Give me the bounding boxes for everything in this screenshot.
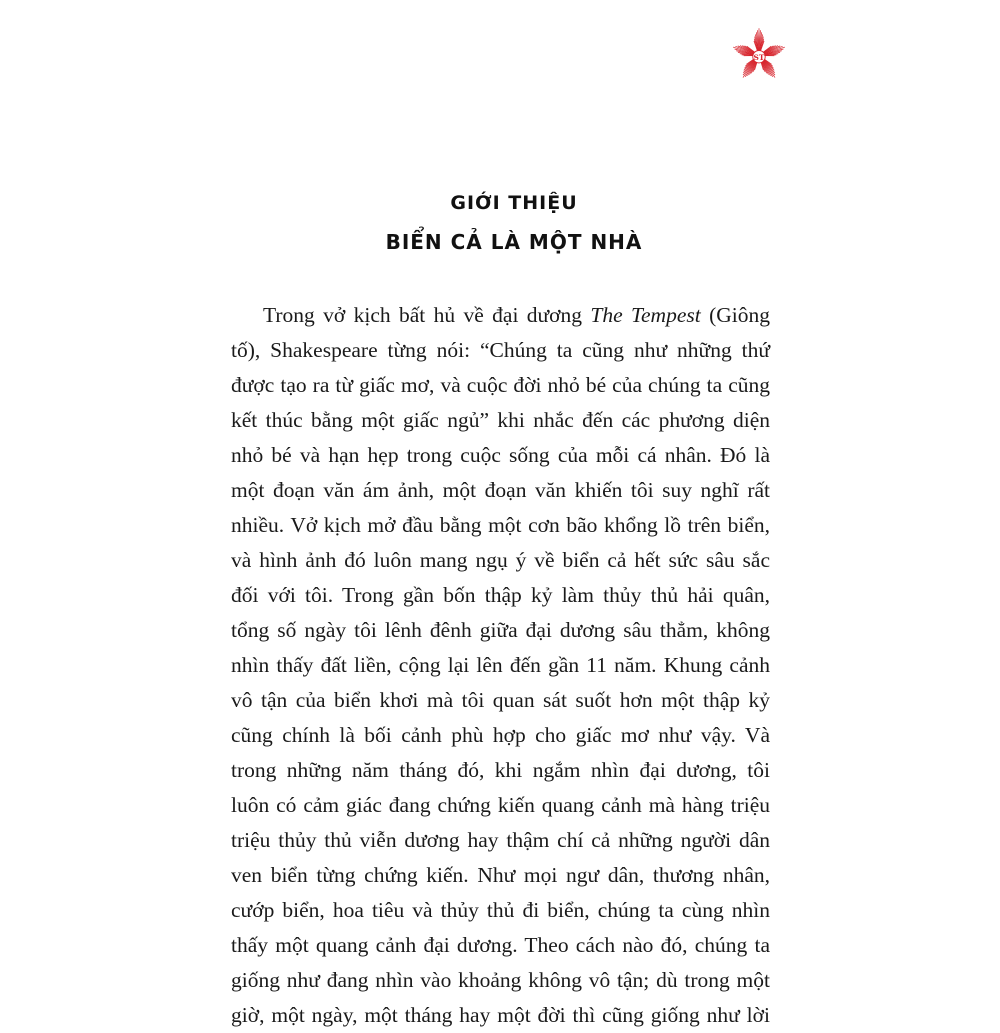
text-line: vô tận của biển khơi mà tôi quan sát suốt hơn một thập kỷ <box>231 683 770 718</box>
text-line: giống như đang nhìn vào khoảng không vô tận; dù trong một <box>231 963 770 998</box>
chapter-title: BIỂN CẢ LÀ MỘT NHÀ <box>0 230 1000 254</box>
text-line: thấy một quang cảnh đại dương. Theo cách nào đó, chúng ta <box>231 928 770 963</box>
body-text <box>231 298 770 1033</box>
publisher-star-logo <box>728 22 790 84</box>
text-line: ven biển từng chứng kiến. Như mọi ngư dân, thương nhân, <box>231 858 770 893</box>
text-run: Trong vở kịch bất hủ về đại dương <box>263 303 590 327</box>
paragraph-first-line <box>231 298 770 333</box>
text-line: và hình ảnh đó luôn mang ngụ ý về biển cả hết sức sâu sắc <box>231 543 770 578</box>
text-line: được tạo ra từ giấc mơ, và cuộc đời nhỏ bé của chúng ta cũng <box>231 368 770 403</box>
text-line: đối với tôi. Trong gần bốn thập kỷ làm thủy thủ hải quân, <box>231 578 770 613</box>
text-line: tổng số ngày tôi lênh đênh giữa đại dương sâu thẳm, không <box>231 613 770 648</box>
section-label: GIỚI THIỆU <box>0 192 1000 214</box>
text-line: kết thúc bằng một giấc ngủ” khi nhắc đến các phương diện <box>231 403 770 438</box>
text-line: nhỏ bé và hạn hẹp trong cuộc sống của mỗi cá nhân. Đó là <box>231 438 770 473</box>
text-line: nhiều. Vở kịch mở đầu bằng một cơn bão khổng lồ trên biển, <box>231 508 770 543</box>
text-line: luôn có cảm giác đang chứng kiến quang cảnh mà hàng triệu <box>231 788 770 823</box>
svg-text:ST: ST <box>754 53 765 62</box>
text-line: triệu thủy thủ viễn dương hay thậm chí cả những người dân <box>231 823 770 858</box>
text-line: nhìn thấy đất liền, cộng lại lên đến gần 11 năm. Khung cảnh <box>231 648 770 683</box>
text-run: (Giông <box>701 303 770 327</box>
play-title: The Tempest <box>590 303 700 327</box>
text-line: giờ, một ngày, một tháng hay một đời thì cũng giống như lời <box>231 998 770 1033</box>
text-line: cũng chính là bối cảnh phù hợp cho giấc mơ như vậy. Và <box>231 718 770 753</box>
text-line: cướp biển, hoa tiêu và thủy thủ đi biển, chúng ta cùng nhìn <box>231 893 770 928</box>
text-line: trong những năm tháng đó, khi ngắm nhìn đại dương, tôi <box>231 753 770 788</box>
text-line: một đoạn văn ám ảnh, một đoạn văn khiến tôi suy nghĩ rất <box>231 473 770 508</box>
text-line: tố), Shakespeare từng nói: “Chúng ta cũng như những thứ <box>231 333 770 368</box>
